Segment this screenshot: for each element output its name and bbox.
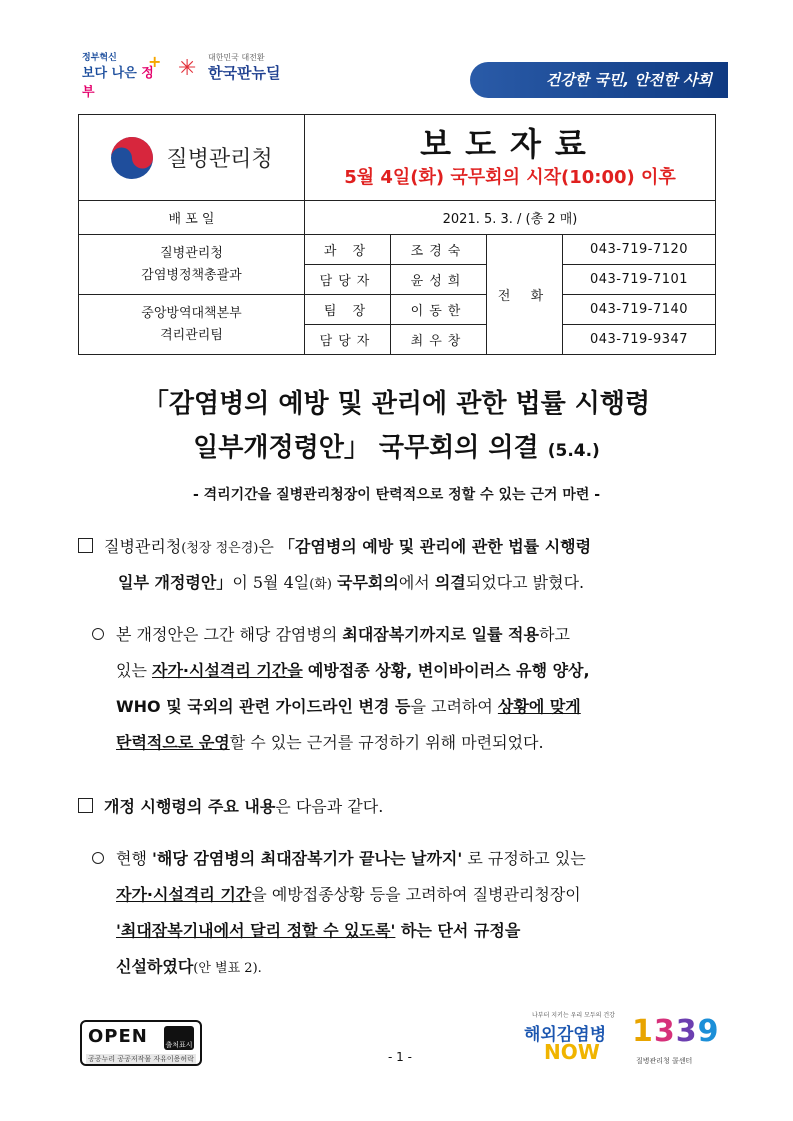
newdeal-main: 한국판뉴딜 [208,64,281,82]
contact-role: 과 장 [305,235,391,265]
slogan-text: 건강한 국민, 안전한 사회 [545,71,712,89]
contact-role: 담당자 [305,265,391,295]
sub1-line2: 있는 자가·시설격리 기간을 예방접종 상황, 변이바이러스 유행 양상, [116,661,590,680]
gov-logo-line2: 보다 나은 정부 [82,66,154,100]
square-bullet-icon [78,798,93,813]
contact-name: 최우창 [391,325,487,355]
gov-innovation-logo [82,50,164,100]
headline-date: (5.4.) [547,441,600,461]
agency-logo-cell [79,115,305,201]
headline-line2: 일부개정령안」 국무회의 의결 (5.4.) [193,433,600,463]
sub2-line4: 신설하였다(안 별표 2). [116,957,262,976]
embargo-notice: 5월 4일(화) 국무회의 시작(10:00) 이후 [344,166,676,188]
contact-phone: 043-719-7140 [563,295,716,325]
open-license-badge [80,1020,202,1066]
taegeuk-icon [110,136,154,180]
hotline-1339-logo [632,1014,732,1070]
title-cell [305,115,716,201]
page-number: - 1 - [388,1050,412,1064]
now-word: NOW [544,1040,600,1064]
slogan-banner [470,62,728,98]
headline-line1: 「감염병의 예방 및 관리에 관한 법률 시행령 [142,389,651,419]
sub2-line3: '최대잠복기내에서 달리 정할 수 있도록' 하는 단서 규정을 [116,921,521,940]
distribution-label: 배 포 일 [79,201,305,235]
contact-phone: 043-719-9347 [563,325,716,355]
plus-icon: + [148,52,162,71]
contact-phone: 043-719-7120 [563,235,716,265]
release-info-table [78,114,716,355]
newdeal-sub: 대한민국 대전환 [208,53,265,62]
now-tagline: 나부터 지키는 우리 모두의 건강 [532,1012,615,1019]
para1-line2: 일부 개정령안」이 5월 4일(화) 국무회의에서 의결되었다고 밝혔다. [118,573,585,592]
phone-label: 전 화 [487,235,563,355]
sub2-line1: 현행 '해당 감염병의 최대잠복기가 끝나는 날까지' 로 규정하고 있는 [116,849,586,868]
contact-org: 중앙방역대책본부 격리관리팀 [79,295,305,355]
para1-line1: 질병관리청(청장 정은경)은 「감염병의 예방 및 관리에 관한 법률 시행령 [104,537,592,556]
contact-phone: 043-719-7101 [563,265,716,295]
overseas-infection-now-logo [520,1010,620,1068]
contact-role: 담당자 [305,325,391,355]
contact-org: 질병관리청 감염병정책총괄과 [79,235,305,295]
subheadline: - 격리기간을 질병관리청장이 탄력적으로 정할 수 있는 근거 마련 - [192,487,601,503]
agency-name: 질병관리청 [166,147,273,172]
headline [60,382,733,473]
sub2-line2: 자가·시설격리 기간을 예방접종상황 등을 고려하여 질병관리청장이 [116,885,581,904]
circle-bullet-icon [92,628,104,640]
now-title: 해외감염병 [524,1025,607,1045]
korean-new-deal-logo [178,52,328,86]
press-release-title: 보도자료 [420,124,600,163]
gov-logo-line1: 정부혁신 [82,53,117,63]
open-caption: 공공누리 공공저작물 자유이용허락 [86,1054,196,1064]
hotline-caption: 질병관리청 콜센터 [636,1057,693,1065]
attribution-icon: 출처표시 [164,1026,194,1050]
sub1-line3: WHO 및 국외의 관련 가이드라인 변경 등을 고려하여 상황에 맞게 [116,697,581,716]
open-text: OPEN [88,1026,148,1047]
contact-name: 이동한 [391,295,487,325]
contact-name: 조경숙 [391,235,487,265]
para2-line1: 개정 시행령의 주요 내용은 다음과 같다. [104,797,384,816]
contact-role: 팀 장 [305,295,391,325]
square-bullet-icon [78,538,93,553]
hotline-number: 1339 [632,1014,720,1049]
sub1-line1: 본 개정안은 그간 해당 감염병의 최대잠복기까지로 일률 적용하고 [116,625,570,644]
sub1-line4: 탄력적으로 운영할 수 있는 근거를 규정하기 위해 마련되었다. [116,733,544,752]
contact-name: 윤성희 [391,265,487,295]
distribution-value: 2021. 5. 3. / (총 2 매) [305,201,716,235]
star-burst-icon: ✳ [178,56,197,81]
circle-bullet-icon [92,852,104,864]
